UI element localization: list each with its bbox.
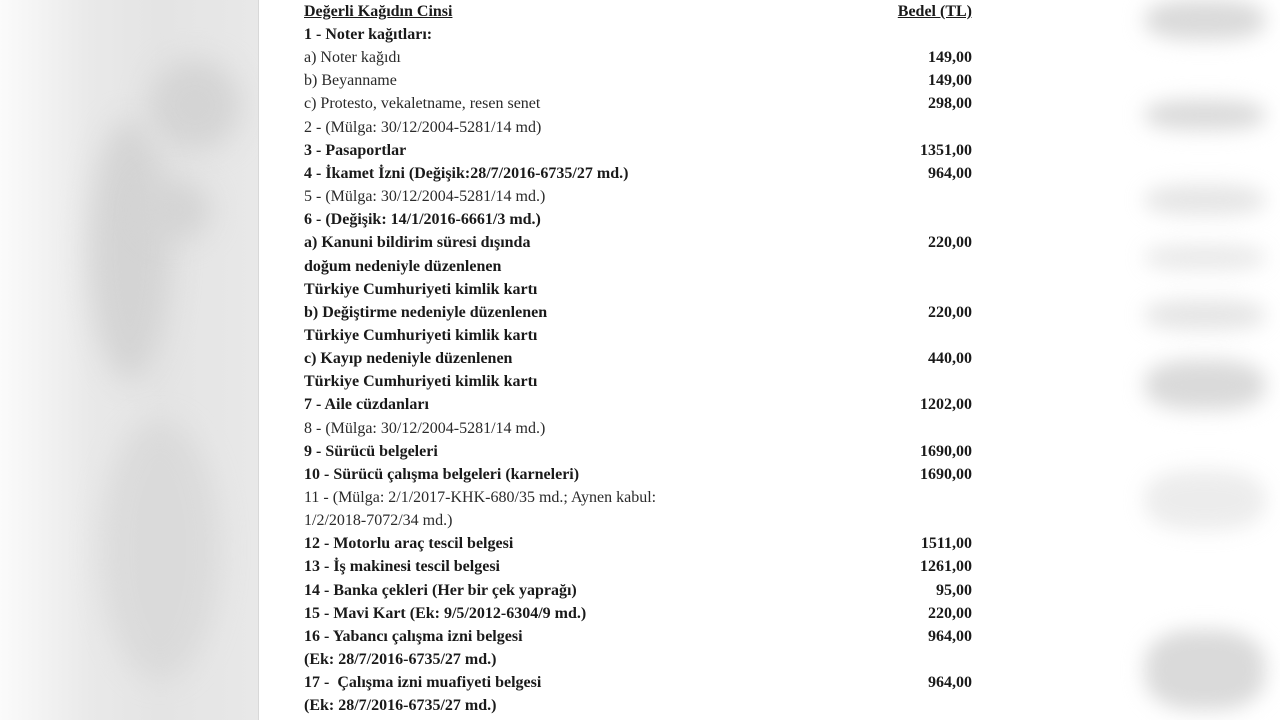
table-row (304, 301, 972, 324)
table-row (304, 208, 972, 231)
row-amount: 964,00 (928, 164, 972, 182)
table-row (304, 440, 972, 463)
row-label: 4 - İkamet İzni (Değişik:28/7/2016-6735/27 md.) (304, 164, 629, 182)
table-row (304, 417, 972, 440)
backdrop-blur-shape (140, 180, 210, 240)
table-row (304, 486, 972, 509)
row-label: 15 - Mavi Kart (Ek: 9/5/2012-6304/9 md.) (304, 604, 587, 622)
table-row (304, 694, 972, 717)
row-label: b) Beyanname (304, 72, 397, 90)
row-label: 2 - (Mülga: 30/12/2004-5281/14 md) (304, 118, 542, 136)
table-row (304, 463, 972, 486)
table-row (304, 231, 972, 254)
row-label: 9 - Sürücü belgeleri (304, 442, 438, 460)
row-label: 1 - Noter kağıtları: (304, 26, 433, 43)
document-page (259, 0, 1040, 720)
table-row (304, 602, 972, 625)
table-row (304, 185, 972, 208)
row-label: 6 - (Değişik: 14/1/2016-6661/3 md.) (304, 211, 541, 229)
row-amount: 1351,00 (920, 141, 972, 159)
row-label: 12 - Motorlu araç tescil belgesi (304, 535, 514, 553)
row-amount: 964,00 (928, 674, 972, 692)
table-row (304, 139, 972, 162)
row-label: 10 - Sürücü çalışma belgeleri (karneleri) (304, 465, 580, 483)
row-label: 11 - (Mülga: 2/1/2017-KHK-680/35 md.; Aynen kabul: (304, 489, 657, 506)
row-label: 16 - Yabancı çalışma izni belgesi (304, 627, 523, 645)
row-label: a) Noter kağıdı (304, 49, 401, 67)
row-label: 13 - İş makinesi tescil belgesi (304, 558, 500, 576)
table-row (304, 579, 972, 602)
table-row (304, 46, 972, 69)
backdrop-blur-shape (150, 60, 240, 150)
table-row (304, 671, 972, 694)
table-row (304, 509, 972, 532)
table-row (304, 116, 972, 139)
row-amount: 149,00 (928, 72, 972, 90)
row-label: 14 - Banka çekleri (Her bir çek yaprağı) (304, 581, 577, 599)
row-label: c) Kayıp nedeniyle düzenlenen (304, 350, 513, 368)
row-amount: 220,00 (928, 303, 972, 321)
column-header-name: Değerli Kağıdın Cinsi (304, 3, 453, 20)
table-row (304, 648, 972, 671)
backdrop-blur-shape (1145, 630, 1265, 710)
blurred-backdrop-right (1040, 0, 1280, 720)
row-label: 8 - (Mülga: 30/12/2004-5281/14 md.) (304, 419, 546, 437)
table-row (304, 555, 972, 578)
table-row (304, 69, 972, 92)
row-amount: 298,00 (928, 95, 972, 113)
row-amount: 1690,00 (920, 465, 972, 483)
row-amount: 1202,00 (920, 396, 972, 414)
row-label: a) Kanuni bildirim süresi dışında (304, 234, 531, 252)
row-label: 3 - Pasaportlar (304, 141, 407, 159)
backdrop-blur-shape (100, 420, 220, 680)
row-amount: 1511,00 (920, 535, 972, 553)
row-amount: 964,00 (928, 627, 972, 645)
row-label: (Ek: 28/7/2016-6735/27 md.) (304, 651, 497, 669)
table-row (304, 625, 972, 648)
backdrop-blur-shape (1145, 0, 1265, 40)
row-label: c) Protesto, vekaletname, resen senet (304, 95, 541, 113)
table-row (304, 347, 972, 370)
row-label: 7 - Aile cüzdanları (304, 396, 429, 414)
row-amount: 220,00 (928, 604, 972, 622)
backdrop-blur-shape (90, 120, 170, 380)
row-amount: 95,00 (936, 581, 972, 599)
table-row (304, 92, 972, 115)
backdrop-blur-shape (1145, 470, 1265, 530)
row-label: 1/2/2018-7072/34 md.) (304, 512, 453, 530)
row-amount: 1261,00 (920, 558, 972, 576)
row-amount: 440,00 (928, 350, 972, 368)
column-header-amount: Bedel (TL) (897, 3, 972, 20)
table-row (304, 532, 972, 555)
table-row (304, 370, 972, 393)
row-label: Türkiye Cumhuriyeti kimlik kartı (304, 373, 538, 391)
table-row (304, 162, 972, 185)
table-row (304, 278, 972, 301)
row-label: Türkiye Cumhuriyeti kimlik kartı (304, 326, 538, 344)
row-amount: 220,00 (928, 234, 972, 252)
table-header (304, 0, 972, 23)
row-amount: 1690,00 (920, 442, 972, 460)
row-label: Türkiye Cumhuriyeti kimlik kartı (304, 280, 538, 298)
table-row (304, 324, 972, 347)
backdrop-blur-shape (1145, 185, 1265, 215)
backdrop-blur-shape (1145, 360, 1265, 410)
row-label: doğum nedeniyle düzenlenen (304, 257, 502, 275)
row-label: 17 - Çalışma izni muafiyeti belgesi (304, 674, 542, 692)
row-label: b) Değiştirme nedeniyle düzenlenen (304, 303, 548, 321)
table-row (304, 23, 972, 46)
row-label: (Ek: 28/7/2016-6735/27 md.) (304, 697, 497, 715)
blurred-backdrop-left (0, 0, 259, 720)
backdrop-blur-shape (1145, 245, 1265, 270)
backdrop-blur-shape (1145, 300, 1265, 330)
row-label: 5 - (Mülga: 30/12/2004-5281/14 md.) (304, 188, 546, 206)
table-row (304, 393, 972, 416)
backdrop-blur-shape (1145, 100, 1265, 130)
table-row (304, 255, 972, 278)
row-amount: 149,00 (928, 49, 972, 67)
